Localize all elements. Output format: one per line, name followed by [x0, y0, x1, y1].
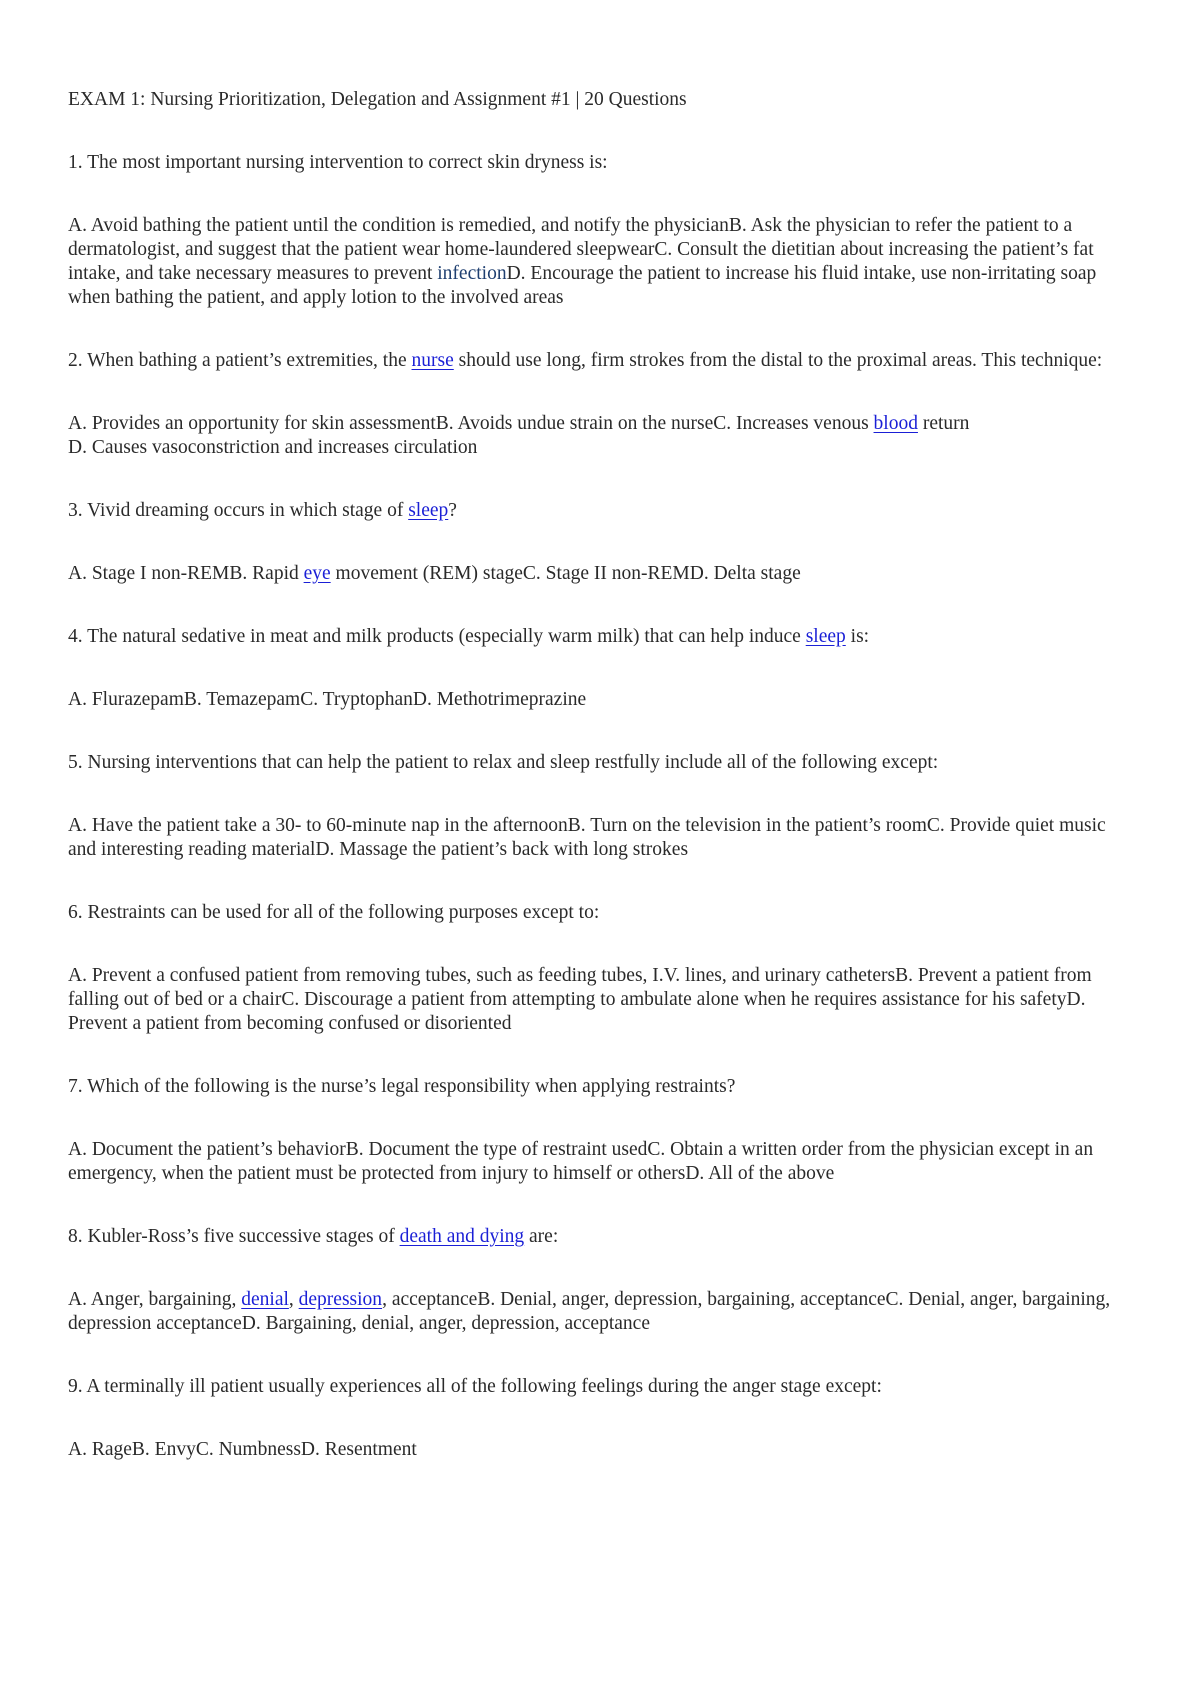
link-eye[interactable]: eye: [303, 563, 331, 584]
answer-5: A. Have the patient take a 30- to 60-minute nap in the afternoonB. Turn on the television in the patient’s roomC. Provide quiet music and interesting reading materialD. Massage the patient’s back with long strokes: [68, 815, 1106, 860]
question-9: 9. A terminally ill patient usually experiences all of the following feelings during the anger stage except:: [68, 1376, 882, 1397]
question-5: 5. Nursing interventions that can help the patient to relax and sleep restfully include all of the following except:: [68, 752, 939, 773]
question-6: 6. Restraints can be used for all of the following purposes except to:: [68, 902, 600, 923]
link-denial[interactable]: denial: [241, 1289, 289, 1310]
document-page: [68, 88, 1130, 1501]
answer-6: A. Prevent a confused patient from removing tubes, such as feeding tubes, I.V. lines, and urinary cathetersB. Prevent a patient from falling out of bed or a chairC. Discourage a patient from attempting to ambulate alone when he requires assistance for his safetyD. Prevent a patient from becoming confused or disoriented: [68, 965, 1092, 1034]
question-1: 1. The most important nursing intervention to correct skin dryness is:: [68, 152, 608, 173]
link-blood[interactable]: blood: [873, 413, 918, 434]
answer-3: A. Stage I non-REMB. Rapid eye movement (REM) stageC. Stage II non-REMD. Delta stage: [68, 563, 801, 584]
question-2: 2. When bathing a patient’s extremities, the nurse should use long, firm strokes from the distal to the proximal areas. This technique:: [68, 350, 1103, 371]
question-4: 4. The natural sedative in meat and milk products (especially warm milk) that can help induce sleep is:: [68, 626, 870, 647]
link-death-and-dying[interactable]: death and dying: [399, 1226, 525, 1247]
answer-2: A. Provides an opportunity for skin assessmentB. Avoids undue strain on the nurseC. Increases venous blood return D. Causes vasoconstriction and increases circulation: [68, 413, 970, 458]
link-sleep-2[interactable]: sleep: [805, 626, 846, 647]
question-3: 3. Vivid dreaming occurs in which stage of sleep?: [68, 500, 457, 521]
link-depression[interactable]: depression: [298, 1289, 383, 1310]
question-8: 8. Kubler-Ross’s five successive stages of death and dying are:: [68, 1226, 559, 1247]
link-sleep[interactable]: sleep: [408, 500, 449, 521]
answer-9: A. RageB. EnvyC. NumbnessD. Resentment: [68, 1439, 417, 1460]
answer-7: A. Document the patient’s behaviorB. Document the type of restraint usedC. Obtain a written order from the physician except in an emergency, when the patient must be protected from injury to himself or othersD. All of the above: [68, 1139, 1094, 1184]
answer-4: A. FlurazepamB. TemazepamC. TryptophanD. Methotrimeprazine: [68, 689, 587, 710]
question-7: 7. Which of the following is the nurse’s legal responsibility when applying restraints?: [68, 1076, 736, 1097]
answer-1: A. Avoid bathing the patient until the condition is remedied, and notify the physicianB. Ask the physician to refer the patient to a dermatologist, and suggest that the patient wear home-laundered sleepwearC. Consult the dietitian about increasing the patient’s fat intake, and take necessary measures to prevent infectionD. Encourage the patient to increase his fluid intake, use non-irritating soap when bathing the patient, and apply lotion to the involved areas: [68, 215, 1097, 308]
link-nurse[interactable]: nurse: [411, 350, 454, 371]
answer-8: A. Anger, bargaining, denial, depression, acceptanceB. Denial, anger, depression, bargaining, acceptanceC. Denial, anger, bargaining, depression acceptanceD. Bargaining, denial, anger, depression, acceptance: [68, 1289, 1111, 1334]
exam-title: EXAM 1: Nursing Prioritization, Delegation and Assignment #1 | 20 Questions: [68, 89, 687, 110]
link-infection[interactable]: infection: [437, 263, 507, 284]
